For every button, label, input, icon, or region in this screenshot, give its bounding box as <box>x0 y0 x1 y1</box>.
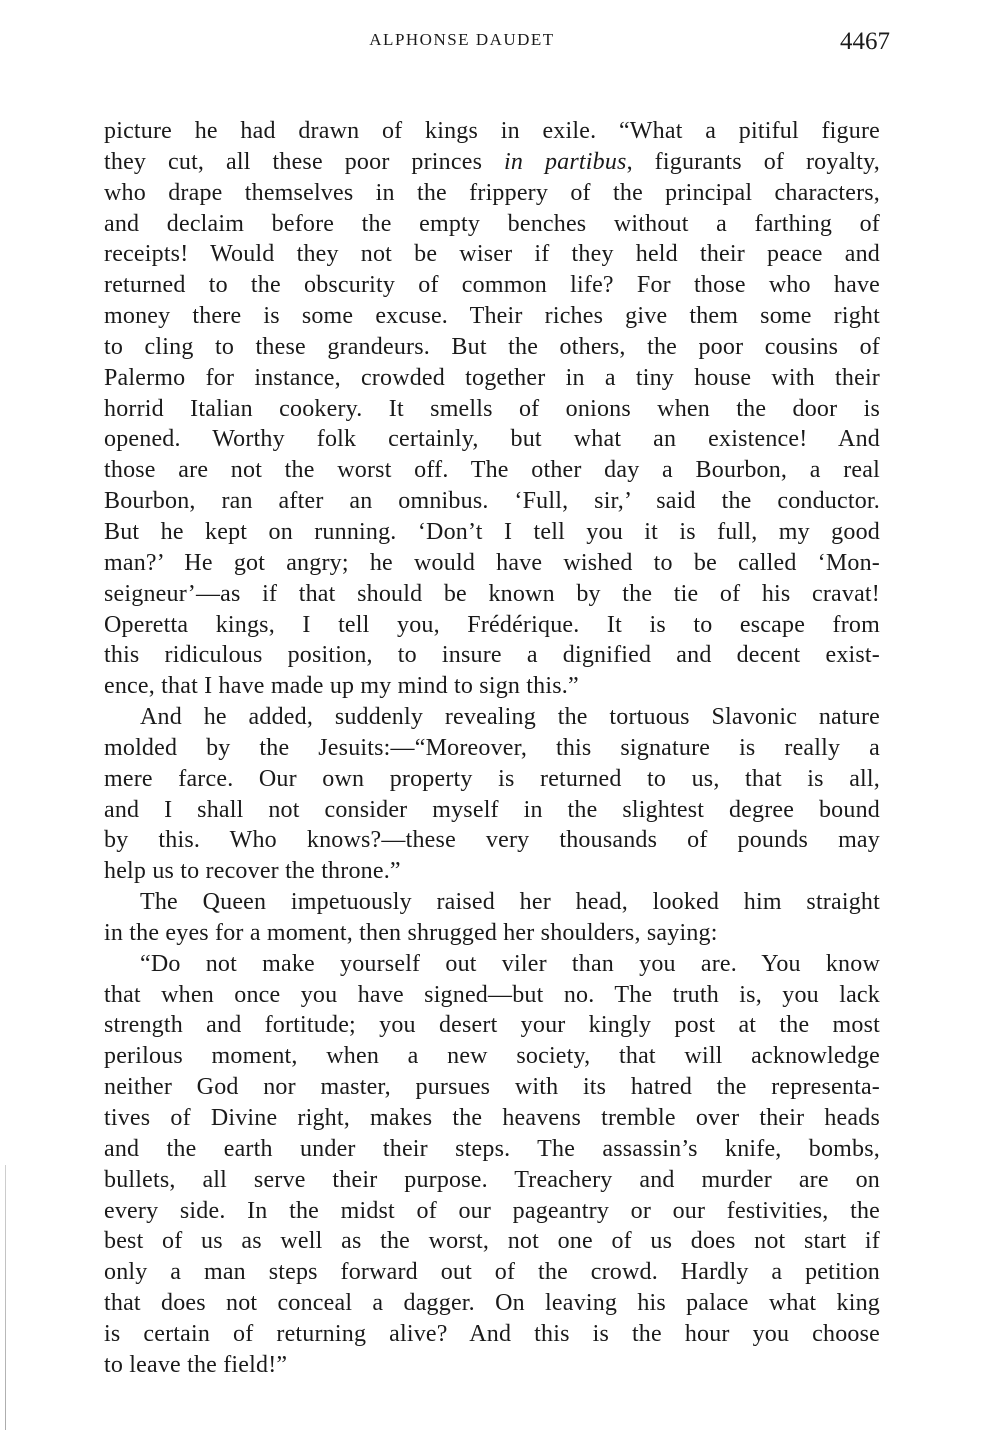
text-line: horrid Italian cookery. It smells of onions when the door is <box>104 395 880 422</box>
text-line <box>104 147 880 178</box>
text-line: that when once you have signed—but no. The truth is, you lack <box>104 981 880 1008</box>
text-line: perilous moment, when a new society, that will acknowledge <box>104 1043 880 1070</box>
text-line: man?’ He got angry; he would have wished to be called ‘Mon- <box>104 549 880 576</box>
running-title: ALPHONSE DAUDET <box>369 30 555 49</box>
text-line: that does not conceal a dagger. On leaving his palace what king <box>104 1290 880 1317</box>
page-number: 4467 <box>840 28 890 55</box>
italic-phrase: in partibus <box>504 148 627 175</box>
text-line: “Do not make yourself out viler than you are. You know <box>140 950 880 977</box>
text-line: every side. In the midst of our pageantry or our festivities, the <box>104 1197 880 1224</box>
text-line: returned to the obscurity of common life? For those who have <box>104 272 880 299</box>
text-line: by this. Who knows?—these very thousands of pounds may <box>104 827 880 854</box>
text-segment: they cut, all these poor princes <box>104 148 505 175</box>
text-line: best of us as well as the worst, not one of us does not start if <box>104 1228 880 1255</box>
text-line: bullets, all serve their purpose. Treachery and murder are on <box>104 1166 880 1193</box>
text-line: in the eyes for a moment, then shrugged her shoulders, saying: <box>104 919 718 946</box>
text-line: is certain of returning alive? And this is the hour you choose <box>104 1320 880 1347</box>
text-line: help us to recover the throne.” <box>104 858 401 885</box>
text-line: picture he had drawn of kings in exile. “What a pitiful figure <box>104 118 880 144</box>
text-line: But he kept on running. ‘Don’t I tell you it is full, my good <box>104 518 880 545</box>
text-line: and the earth under their steps. The assassin’s knife, bombs, <box>104 1135 880 1162</box>
text-line: to cling to these grandeurs. But the others, the poor cousins of <box>104 333 880 360</box>
text-line: neither God nor master, pursues with its hatred the representa- <box>104 1074 880 1101</box>
text-line: ence, that I have made up my mind to sign this.” <box>104 673 579 700</box>
text-line: Operetta kings, I tell you, Frédérique. It is to escape from <box>104 611 880 638</box>
text-line: molded by the Jesuits:—“Moreover, this signature is really a <box>104 734 880 761</box>
text-line: tives of Divine right, makes the heavens tremble over their heads <box>104 1105 880 1131</box>
text-line: The Queen impetuously raised her head, looked him straight <box>140 889 880 916</box>
text-line: this ridiculous position, to insure a dignified and decent exist- <box>104 642 880 669</box>
scan-margin-mark <box>5 1165 6 1430</box>
text-line: Palermo for instance, crowded together in a tiny house with their <box>104 364 880 391</box>
text-line: receipts! Would they not be wiser if they held their peace and <box>104 241 880 268</box>
body-text <box>104 116 880 1381</box>
text-line: who drape themselves in the frippery of the principal characters, <box>104 179 880 206</box>
text-line: opened. Worthy folk certainly, but what an existence! And <box>104 426 880 453</box>
text-line: And he added, suddenly revealing the tortuous Slavonic nature <box>140 704 880 731</box>
text-line: to leave the field!” <box>104 1351 288 1378</box>
text-segment: , figurants of royalty, <box>626 148 881 175</box>
text-line: seigneur’—as if that should be known by the tie of his cravat! <box>104 580 880 607</box>
text-line: and declaim before the empty benches without a farthing of <box>104 210 880 237</box>
text-line: those are not the worst off. The other day a Bourbon, a real <box>104 457 880 484</box>
text-line: money there is some excuse. Their riches give them some right <box>104 303 880 330</box>
text-line: and I shall not consider myself in the slightest degree bound <box>104 796 880 823</box>
text-line: mere farce. Our own property is returned to us, that is all, <box>104 765 880 792</box>
text-line: only a man steps forward out of the crowd. Hardly a petition <box>104 1259 880 1286</box>
text-line: Bourbon, ran after an omnibus. ‘Full, sir,’ said the conductor. <box>104 488 880 515</box>
text-line: strength and fortitude; you desert your kingly post at the most <box>104 1012 880 1039</box>
